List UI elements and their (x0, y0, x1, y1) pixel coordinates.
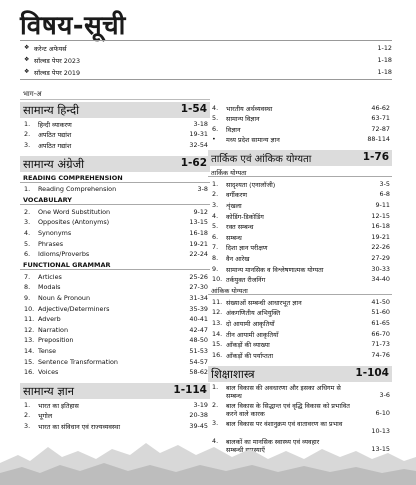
item-pages: 13-15 (371, 445, 390, 454)
item-label: शृंखला (226, 202, 242, 211)
item-label: सादृश्यता (एनालॉजी) (226, 180, 276, 189)
item-pages: 30-33 (371, 264, 390, 273)
item-number: 9. (24, 294, 31, 303)
list-item[interactable] (20, 367, 210, 378)
item-label: तर्कयुक्त रीजनिंग (226, 276, 266, 285)
item-number: 9. (212, 264, 219, 273)
item-pages: 32-54 (189, 140, 208, 149)
item-pages: 39-45 (189, 421, 208, 430)
item-label-line2: करने वाले कारक (226, 410, 265, 419)
list-item[interactable] (208, 200, 392, 211)
item-pages: 54-57 (189, 357, 208, 366)
subsection-heading: आंकिक योग्यता (208, 284, 392, 295)
list-item[interactable] (20, 184, 210, 195)
item-number: 6. (24, 250, 31, 259)
item-label: Tense (38, 347, 57, 355)
list-item[interactable] (20, 238, 210, 249)
list-item[interactable] (208, 189, 392, 200)
diamond-bullet-icon: ❖ (24, 44, 30, 51)
item-pages: 3-6 (379, 391, 390, 400)
item-number: 13. (24, 336, 35, 345)
item-label: अपठित पद्यांश (38, 131, 72, 140)
list-item[interactable] (208, 242, 392, 253)
item-number: 1. (212, 383, 219, 392)
item-pages: 12-15 (371, 211, 390, 220)
item-label-line2: सम्बन्ध (226, 392, 242, 401)
item-pages: 9-11 (375, 201, 390, 210)
list-item[interactable] (208, 328, 392, 339)
item-number: 5. (212, 114, 219, 123)
item-number: 14. (212, 329, 223, 338)
item-number: 6. (212, 232, 219, 241)
item-label: आँकड़ों की व्याख्या (226, 341, 270, 350)
list-item[interactable] (20, 282, 210, 293)
section-header-gk[interactable] (20, 383, 210, 399)
item-pages: 63-71 (371, 114, 390, 123)
item-label: भारत का संविधान एवं राज्यव्यवस्था (38, 422, 121, 431)
item-pages: 13-15 (189, 218, 208, 227)
item-pages: 72-87 (371, 124, 390, 133)
item-number: 7. (212, 243, 219, 252)
section-pages: 1-76 (362, 151, 389, 164)
list-item[interactable] (20, 335, 210, 346)
item-label: आँकड़ों की पर्याप्तता (226, 351, 274, 360)
list-item[interactable] (20, 293, 210, 304)
list-item[interactable] (20, 410, 210, 421)
item-pages: 9-12 (193, 207, 208, 216)
section-header-hindi[interactable] (20, 102, 210, 118)
item-label: Adjective/Determiners (38, 304, 110, 313)
item-pages: 27-30 (189, 283, 208, 292)
item-number: 10. (212, 275, 223, 284)
item-number: 2. (212, 401, 219, 410)
section-title: शिक्षाशास्त्र (211, 366, 255, 381)
item-number: 10. (24, 304, 35, 313)
item-label: विज्ञान (226, 125, 241, 134)
section-title: सामान्य ज्ञान (23, 384, 75, 399)
list-item[interactable] (208, 400, 392, 418)
section-header-reasoning[interactable] (208, 150, 392, 166)
item-label: वैन आरेख (226, 255, 250, 264)
item-pages: 46-62 (371, 103, 390, 112)
item-number: 3. (24, 421, 31, 430)
list-item[interactable] (208, 307, 392, 318)
list-item[interactable] (208, 318, 392, 329)
section-pages: 1-54 (180, 103, 207, 115)
item-number: 12. (24, 325, 35, 334)
item-pages: 51-60 (371, 308, 390, 317)
list-item[interactable] (208, 221, 392, 232)
item-label: Adverb (38, 315, 61, 324)
item-pages: 3-19 (193, 400, 208, 409)
section-pages: 1-62 (180, 156, 207, 169)
list-item[interactable] (20, 55, 392, 66)
list-item[interactable] (208, 263, 392, 274)
section-pages: 1-104 (355, 366, 389, 379)
item-pages: 16-18 (371, 222, 390, 231)
item-pages: 88-114 (367, 135, 390, 144)
entry-label: करेन्ट अफेयर्स (34, 45, 67, 53)
list-item[interactable] (20, 206, 210, 217)
item-label: अंकगणितीय अभियुक्ति (226, 309, 281, 318)
item-number: • (212, 135, 216, 144)
item-number: 8. (24, 283, 31, 292)
item-number: 7. (24, 272, 31, 281)
item-label: Modals (38, 283, 61, 292)
item-pages: 41-50 (371, 297, 390, 306)
item-number: 11. (24, 315, 35, 324)
item-label: तीन आयामी आकृतियाँ (226, 330, 279, 339)
diamond-bullet-icon: ❖ (24, 56, 30, 63)
right-column (208, 90, 392, 454)
item-number: 3. (24, 218, 31, 227)
list-item[interactable] (208, 123, 392, 134)
item-pages: 35-39 (189, 304, 208, 313)
item-number: 2. (24, 130, 31, 139)
item-pages: 3-18 (193, 119, 208, 128)
item-pages: 22-24 (189, 250, 208, 259)
entry-label: सॉल्वड पेपर 2023 (34, 57, 81, 65)
item-pages: 6-8 (379, 190, 390, 199)
left-column (20, 90, 210, 431)
item-number: 15. (24, 357, 35, 366)
item-pages: 19-31 (189, 130, 208, 139)
list-item[interactable] (20, 249, 210, 260)
item-number: 2. (24, 411, 31, 420)
list-item[interactable] (20, 43, 392, 54)
mountain-silhouette-decoration (0, 425, 416, 485)
item-number: 16. (24, 368, 35, 377)
section-title: सामान्य हिन्दी (23, 103, 80, 117)
list-item[interactable] (20, 346, 210, 357)
item-label: सम्बन्ध (226, 233, 242, 242)
list-item[interactable] (20, 271, 210, 282)
item-pages: 10-13 (371, 427, 390, 436)
list-item[interactable] (208, 134, 392, 145)
item-number: 2. (212, 190, 219, 199)
item-label: बाल विकास पर वंशानुक्रम एवं वातावरण का प्रभाव (226, 420, 343, 429)
item-label: अपठित गद्यांश (38, 141, 72, 150)
entry-pages: 1-12 (377, 44, 392, 52)
item-number: 1. (24, 185, 31, 194)
list-item[interactable] (20, 139, 210, 150)
item-label: दिशा ज्ञान परीक्षण (226, 244, 268, 253)
item-number: 4. (212, 437, 219, 446)
item-pages: 74-76 (371, 350, 390, 359)
item-label: Idioms/Proverbs (38, 250, 90, 259)
item-number: 2. (24, 207, 31, 216)
part-label: भाग-अ (20, 90, 210, 100)
item-label: Articles (38, 272, 62, 281)
item-pages: 66-70 (371, 329, 390, 338)
item-pages: 3-5 (379, 179, 390, 188)
item-pages: 19-21 (189, 239, 208, 248)
item-label: भूगोल (38, 412, 53, 421)
section-pages: 1-114 (173, 384, 207, 397)
item-pages: 19-21 (371, 232, 390, 241)
item-label: रक्त सम्बन्ध (226, 223, 254, 232)
list-item[interactable] (208, 210, 392, 221)
item-pages: 48-50 (189, 336, 208, 345)
subsection-heading: READING COMPREHENSION (20, 172, 210, 183)
item-pages: 22-26 (371, 243, 390, 252)
list-item[interactable] (20, 67, 392, 78)
item-label: One Word Substitution (38, 207, 111, 216)
list-item[interactable] (20, 303, 210, 314)
item-number: 8. (212, 254, 219, 263)
item-label: मध्य प्रदेश सामान्य ज्ञान (226, 136, 280, 145)
list-item[interactable] (20, 228, 210, 239)
item-label: Preposition (38, 336, 74, 345)
list-item[interactable] (208, 382, 392, 400)
item-label: बाल विकास के सिद्धान्त एवं वृद्धि विकास को प्रभावित (226, 402, 350, 411)
list-item[interactable] (208, 102, 392, 113)
list-item[interactable] (208, 349, 392, 360)
item-pages: 42-47 (189, 325, 208, 334)
item-label: Synonyms (38, 229, 72, 238)
item-pages: 27-29 (371, 254, 390, 263)
item-number: 4. (212, 211, 219, 220)
item-number: 11. (212, 297, 223, 306)
section-header-english[interactable] (20, 156, 210, 172)
list-item[interactable] (208, 274, 392, 285)
item-pages: 25-26 (189, 272, 208, 281)
list-item[interactable] (20, 356, 210, 367)
item-pages: 51-53 (189, 347, 208, 355)
item-number: 1. (24, 400, 31, 409)
item-number: 4. (212, 103, 219, 112)
list-item[interactable] (20, 118, 210, 129)
item-number: 13. (212, 319, 223, 327)
item-pages: 58-62 (189, 368, 208, 377)
top-index-box (20, 40, 392, 80)
item-pages: 31-34 (189, 294, 208, 303)
diamond-bullet-icon: ❖ (24, 68, 30, 75)
item-label: हिन्दी व्याकरण (38, 120, 72, 129)
subsection-heading: FUNCTIONAL GRAMMAR (20, 259, 210, 270)
item-label-line2: सम्बन्धी समस्याएँ (226, 446, 265, 455)
item-number: 3. (212, 201, 219, 210)
item-pages: 3-8 (197, 185, 208, 194)
subsection-heading: VOCABULARY (20, 194, 210, 205)
item-label: बालकों का मानसिक स्वास्थ्य एवं व्यवहार (226, 438, 320, 447)
item-label: Opposites (Antonyms) (38, 218, 110, 227)
entry-pages: 1-18 (377, 68, 392, 76)
item-label: Sentence Transformation (38, 357, 118, 366)
section-header-pedagogy[interactable] (208, 366, 392, 382)
item-label: Narration (38, 325, 68, 334)
item-number: 16. (212, 350, 223, 359)
item-label: भारत का इतिहास (38, 401, 79, 410)
entry-label: सॉल्वड पेपर 2019 (34, 69, 81, 77)
list-item[interactable] (20, 399, 210, 410)
section-title: सामान्य अंग्रेजी (23, 156, 85, 171)
list-item[interactable] (208, 231, 392, 242)
list-item[interactable] (20, 129, 210, 140)
item-pages: 6-10 (375, 409, 390, 418)
item-number: 3. (212, 419, 219, 428)
item-label: दो आयामी आकृतियाँ (226, 320, 275, 328)
item-label: Noun & Pronoun (38, 294, 91, 303)
item-pages: 16-18 (189, 229, 208, 238)
item-pages: 40-41 (189, 315, 208, 324)
list-item[interactable] (208, 253, 392, 264)
section-title: तार्किक एवं आंकिक योग्यता (211, 154, 312, 166)
item-number: 15. (212, 340, 223, 349)
item-label: वर्गीकरण (226, 191, 247, 200)
list-item[interactable] (20, 324, 210, 335)
list-item[interactable] (20, 314, 210, 325)
item-number: 5. (212, 222, 219, 231)
list-item[interactable] (208, 113, 392, 124)
item-number: 6. (212, 124, 219, 133)
item-label: बाल विकास की अवधारणा और इसका अधिगम से (226, 384, 341, 393)
item-number: 5. (24, 239, 31, 248)
list-item[interactable] (208, 178, 392, 189)
item-pages: 20-38 (189, 411, 208, 420)
item-label: सामान्य मानसिक व विश्लेषणात्मक योग्यता (226, 265, 324, 274)
item-number: 1. (24, 119, 31, 128)
item-label: Voices (38, 368, 59, 377)
item-pages: 61-65 (371, 319, 390, 327)
item-pages: 34-40 (371, 275, 390, 284)
item-pages: 71-73 (371, 340, 390, 349)
list-item[interactable] (208, 296, 392, 307)
entry-pages: 1-18 (377, 56, 392, 64)
list-item[interactable] (20, 217, 210, 228)
item-number: 14. (24, 347, 35, 355)
item-number: 4. (24, 229, 31, 238)
item-number: 1. (212, 179, 219, 188)
subsection-heading: तार्किक योग्यता (208, 166, 392, 177)
item-label: Reading Comprehension (38, 185, 117, 194)
list-item[interactable] (208, 339, 392, 350)
item-number: 3. (24, 140, 31, 149)
page-title: विषय-सूची (20, 11, 126, 41)
item-number: 12. (212, 308, 223, 317)
item-label: कोडिंग-डिकोडिंग (226, 212, 264, 221)
item-label: Phrases (38, 239, 64, 248)
item-label: सामान्य विज्ञान (226, 115, 260, 124)
item-label: संख्याओं सम्बन्धी आधारभूत ज्ञान (226, 298, 302, 307)
item-label: भारतीय अर्थव्यवस्था (226, 104, 273, 113)
